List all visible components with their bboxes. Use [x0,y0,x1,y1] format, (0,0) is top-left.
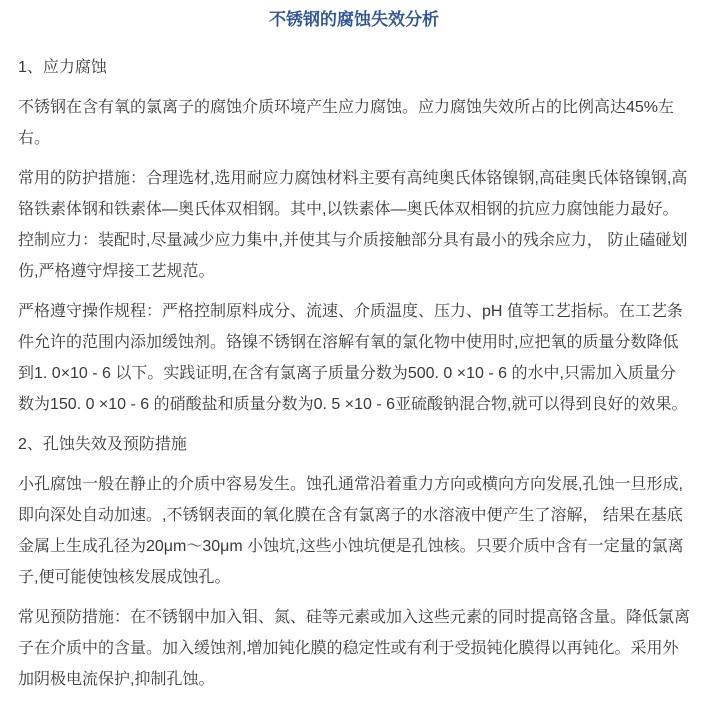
section-2-paragraph-prevention-measures: 常见预防措施：在不锈钢中加入钼、氮、硅等元素或加入这些元素的同时提高铬含量。降低氯离子在介质中的含量。加入缓蚀剂,增加钝化膜的稳定性或有利于受损钝化膜得以再钝化。采用外加阴极电流保护,抑制孔蚀。 [18,609,691,688]
section-2-paragraph-pitting-failure: 小孔腐蚀一般在静止的介质中容易发生。蚀孔通常沿着重力方向或横向方向发展,孔蚀一旦形成,即向深处自动加速。,不锈钢表面的氧化膜在含有氯离子的水溶液中便产生了溶解， 结果在基底金属上生成孔径为20μm～30μm 小蚀坑,这些小蚀坑便是孔蚀核。只要介质中含有一定量的氯离子,便可能使蚀核发展成蚀孔。 [18,476,684,586]
section-2-heading: 2、孔蚀失效及预防措施 [18,436,187,453]
section-1-paragraph-stress-corrosion-intro: 不锈钢在含有氧的氯离子的腐蚀介质环境产生应力腐蚀。应力腐蚀失效所占的比例高达45%左右。 [18,99,675,147]
section-1-paragraph-protection-measures: 常用的防护措施：合理选材,选用耐应力腐蚀材料主要有高纯奥氏体铬镍钢,高硅奥氏体铬镍钢,高铬铁素体钢和铁素体—奥氏体双相钢。其中,以铁素体—奥氏体双相钢的抗应力腐蚀能力最好。控制应力：装配时,尽量减少应力集中,并使其与介质接触部分具有最小的残余应力， 防止磕碰划伤,严格遵守焊接工艺规范。 [18,170,688,280]
document-title: 不锈钢的腐蚀失效分析 [269,10,439,29]
section-1-heading: 1、应力腐蚀 [18,59,107,76]
section-1-paragraph-operating-rules: 严格遵守操作规程：严格控制原料成分、流速、介质温度、压力、pH 值等工艺指标。在工艺条件允许的范围内添加缓蚀剂。铬镍不锈钢在溶解有氧的氯化物中使用时,应把氧的质量分数降低到1. 0×10 - 6 以下。实践证明,在含有氯离子质量分数为500. 0 ×10 - 6 的水中,只需加入质量分数为150. 0 ×10 - 6 的硝酸盐和质量分数为0. 5 ×10 - 6亚硫酸钠混合物,就可以得到良好的效果。 [18,303,688,413]
